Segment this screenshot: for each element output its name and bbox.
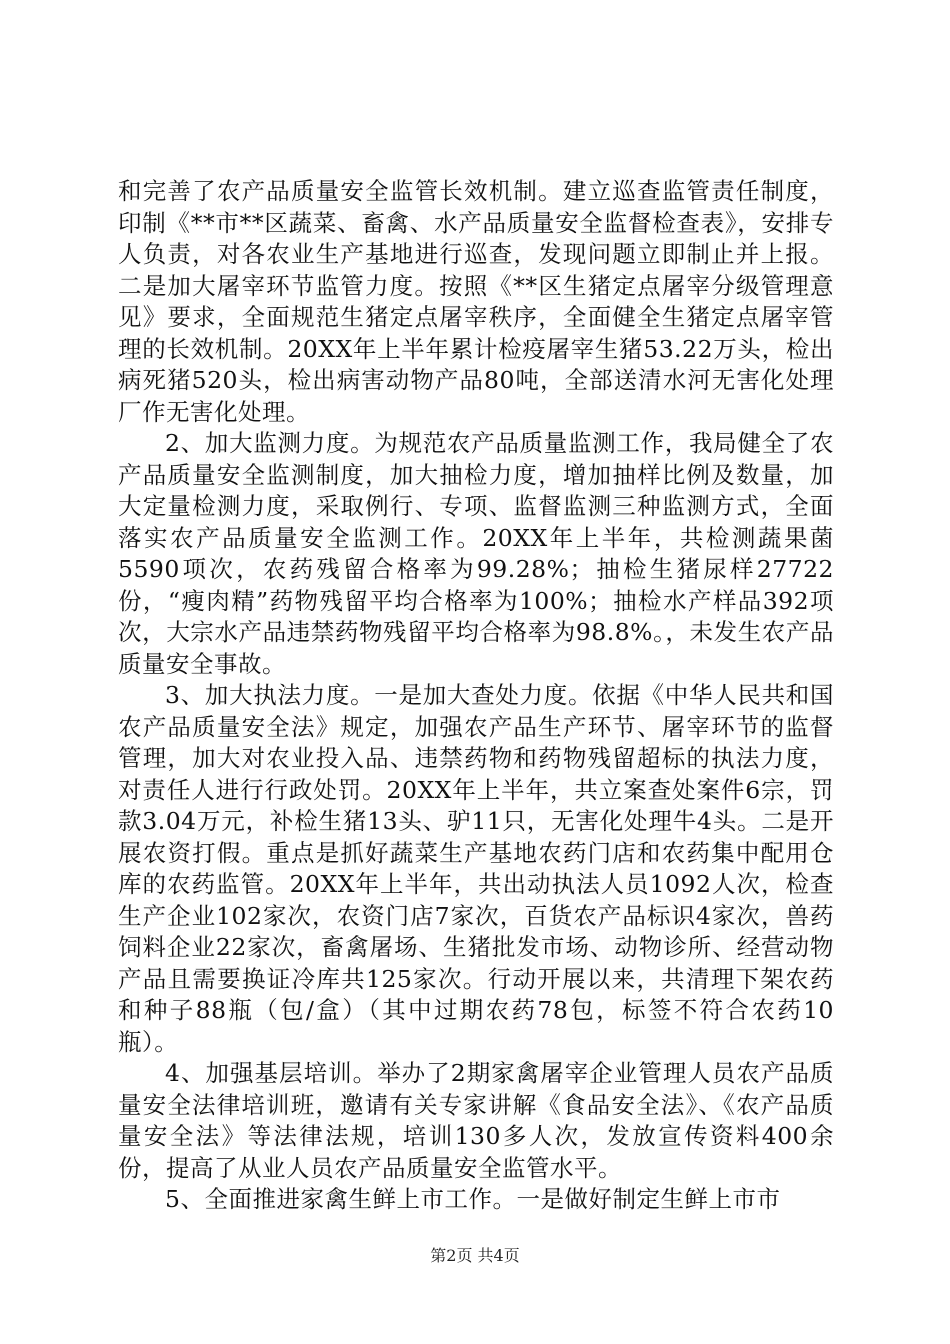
- page-number-footer: 第2页 共4页: [430, 1246, 520, 1265]
- paragraph-continuation: 和完善了农产品质量安全监管长效机制。建立巡查监管责任制度，印制《**市**区蔬菜、畜禽、水产品质量安全监督检查表》，安排专人负责，对各农业生产基地进行巡查，发现问题立即制止并上报。二是加大屠宰环节监管力度。按照《**区生猪定点屠宰分级管理意见》要求，全面规范生猪定点屠宰秩序，全面健全生猪定点屠宰管理的长效机制。20XX年上半年累计检疫屠宰生猪53.22万头，检出病死猪520头，检出病害动物产品80吨，全部送清水河无害化处理厂作无害化处理。: [118, 177, 834, 426]
- paragraph-enforcement: 3、加大执法力度。一是加大查处力度。依据《中华人民共和国农产品质量安全法》规定，加强农产品生产环节、屠宰环节的监督管理，加大对农业投入品、违禁药物和药物残留超标的执法力度，对责任人进行行政处罚。20XX年上半年，共立案查处案件6宗，罚款3.04万元，补检生猪13头、驴11只，无害化处理牛4头。二是开展农资打假。重点是抓好蔬菜生产基地农药门店和农药集中配用仓库的农药监管。20XX年上半年，共出动执法人员1092人次，检查生产企业102家次，农资门店7家次，百货农产品标识4家次，兽药饲料企业22家次，畜禽屠场、生猪批发市场、动物诊所、经营动物产品且需要换证冷库共125家次。行动开展以来，共清理下架农药和种子88瓶（包/盒）（其中过期农药78包，标签不符合农药10瓶）。: [118, 681, 834, 1056]
- paragraph-poultry-market: 5、全面推进家禽生鲜上市工作。一是做好制定生鲜上市市: [165, 1185, 781, 1213]
- paragraph-monitoring: 2、加大监测力度。为规范农产品质量监测工作，我局健全了农产品质量安全监测制度，加大抽检力度，增加抽样比例及数量，加大定量检测力度，采取例行、专项、监督监测三种监测方式，全面落实农产品质量安全监测工作。20XX年上半年，共检测蔬果菌5590项次，农药残留合格率为99.28%；抽检生猪尿样27722份，“瘦肉精”药物残留平均合格率为100%；抽检水产样品392项次，大宗水产品违禁药物残留平均合格率为98.8%。，未发生农产品质量安全事故。: [118, 429, 834, 678]
- paragraph-training: 4、加强基层培训。举办了2期家禽屠宰企业管理人员农产品质量安全法律培训班，邀请有关专家讲解《食品安全法》、《农产品质量安全法》等法律法规，培训130多人次，发放宣传资料400余份，提高了从业人员农产品质量安全监管水平。: [118, 1059, 834, 1182]
- document-body: [118, 176, 834, 1216]
